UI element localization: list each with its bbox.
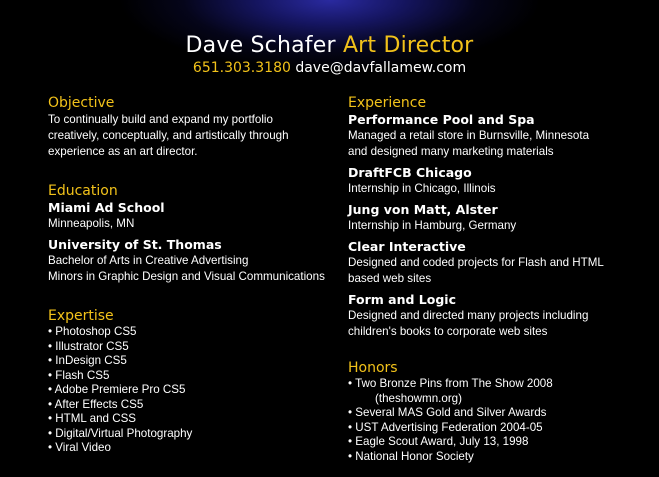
experience-section xyxy=(348,95,648,340)
honor-text: Two Bronze Pins from The Show 2008 xyxy=(355,377,553,390)
list-item: • Flash CS5 xyxy=(48,369,338,384)
list-item: • UST Advertising Federation 2004-05 xyxy=(348,421,648,436)
experience-title: Performance Pool and Spa xyxy=(348,112,535,127)
experience-item xyxy=(348,112,648,160)
objective-section xyxy=(48,95,338,160)
honor-subnote: (theshowmn.org) xyxy=(375,391,462,405)
objective-heading: Objective xyxy=(48,95,115,111)
expertise-section xyxy=(48,308,338,456)
experience-text: Internship in Chicago, Illinois xyxy=(348,182,496,195)
education-text: Bachelor of Arts in Creative Advertising Minors in Graphic Design and Visual Communications xyxy=(48,254,325,283)
list-item: • Illustrator CS5 xyxy=(48,340,338,355)
list-item: • National Honor Society xyxy=(348,450,648,465)
right-column xyxy=(348,95,648,464)
email-address: dave@davfallamew.com xyxy=(295,60,467,76)
name-title-line xyxy=(0,33,659,59)
experience-item xyxy=(348,292,648,340)
experience-text: Managed a retail store in Burnsville, Minnesota and designed many marketing materials xyxy=(348,129,590,158)
objective-text: To continually build and expand my portfolio creatively, conceptually, and artistically through experience as an art director. xyxy=(48,113,289,158)
experience-title: Clear Interactive xyxy=(348,239,466,254)
experience-text: Designed and coded projects for Flash and HTML based web sites xyxy=(348,256,604,285)
list-item: • Digital/Virtual Photography xyxy=(48,427,338,442)
contact-line xyxy=(0,60,659,76)
education-title: University of St. Thomas xyxy=(48,237,222,252)
education-item xyxy=(48,237,338,285)
honors-section xyxy=(348,360,648,464)
job-title: Art Director xyxy=(342,33,474,58)
list-item: • Eagle Scout Award, July 13, 1998 xyxy=(348,435,648,450)
list-item: • InDesign CS5 xyxy=(48,354,338,369)
experience-item xyxy=(348,165,648,197)
education-title: Miami Ad School xyxy=(48,200,165,215)
list-item: • Viral Video xyxy=(48,441,338,456)
phone-number: 651.303.3180 xyxy=(192,60,291,76)
honors-heading: Honors xyxy=(348,360,398,376)
list-item: • HTML and CSS xyxy=(48,412,338,427)
experience-item xyxy=(348,202,648,234)
experience-title: DraftFCB Chicago xyxy=(348,165,472,180)
experience-title: Jung von Matt, Alster xyxy=(348,202,498,217)
experience-text: Internship in Hamburg, Germany xyxy=(348,219,517,232)
resume-header xyxy=(0,33,659,76)
honors-list xyxy=(348,377,648,464)
person-name: Dave Schafer xyxy=(185,33,336,58)
list-item: • Photoshop CS5 xyxy=(48,325,338,340)
experience-item xyxy=(348,239,648,287)
left-column xyxy=(48,95,338,456)
experience-text: Designed and directed many projects including children's books to corporate web sites xyxy=(348,309,589,338)
experience-heading: Experience xyxy=(348,95,427,111)
list-item: • Several MAS Gold and Silver Awards xyxy=(348,406,648,421)
list-item: • Adobe Premiere Pro CS5 xyxy=(48,383,338,398)
education-text: Minneapolis, MN xyxy=(48,217,135,230)
education-heading: Education xyxy=(48,183,118,199)
expertise-heading: Expertise xyxy=(48,308,114,324)
education-item xyxy=(48,200,338,232)
list-item xyxy=(348,377,648,406)
education-section xyxy=(48,183,338,285)
expertise-list xyxy=(48,325,338,456)
experience-title: Form and Logic xyxy=(348,292,456,307)
list-item: • After Effects CS5 xyxy=(48,398,338,413)
